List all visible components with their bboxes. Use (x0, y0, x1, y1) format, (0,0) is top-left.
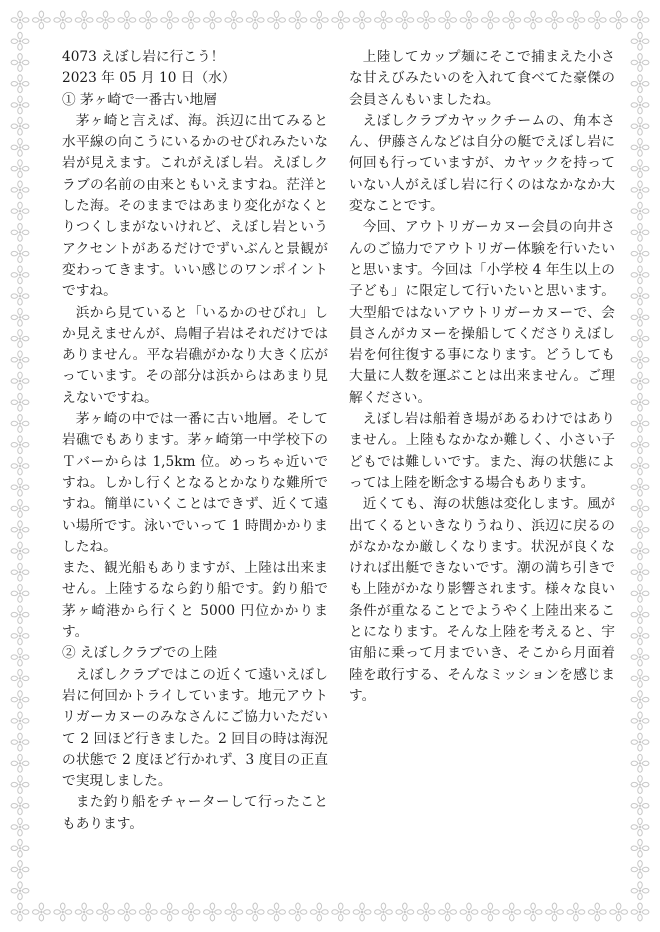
cross-bud-ornament-icon (11, 754, 29, 772)
cross-bud-ornament-icon (332, 11, 350, 29)
cross-bud-ornament-icon (545, 903, 563, 921)
cross-bud-ornament-icon (11, 138, 29, 156)
cross-bud-ornament-icon (631, 818, 649, 836)
cross-bud-ornament-icon (524, 11, 542, 29)
cross-bud-ornament-icon (631, 457, 649, 475)
cross-bud-ornament-icon (268, 903, 286, 921)
cross-bud-ornament-icon (396, 11, 414, 29)
cross-bud-ornament-icon (631, 733, 649, 751)
cross-bud-ornament-icon (631, 436, 649, 454)
cross-bud-ornament-icon (11, 117, 29, 135)
cross-bud-ornament-icon (11, 542, 29, 560)
cross-bud-ornament-icon (289, 11, 307, 29)
cross-bud-ornament-icon (631, 117, 649, 135)
cross-bud-ornament-icon (631, 478, 649, 496)
cross-bud-ornament-icon (11, 393, 29, 411)
cross-bud-ornament-icon (353, 11, 371, 29)
cross-bud-ornament-icon (11, 712, 29, 730)
cross-bud-ornament-icon (503, 903, 521, 921)
cross-bud-ornament-icon (11, 372, 29, 390)
cross-bud-ornament-icon (11, 202, 29, 220)
cross-bud-ornament-icon (11, 478, 29, 496)
cross-bud-ornament-icon (460, 903, 478, 921)
paragraph: 上陸してカップ麺にそこで捕まえた小さな甘えびみたいのを入れて食べてた豪傑の会員さんもいましたね。 (349, 49, 615, 108)
cross-bud-ornament-icon (11, 32, 29, 50)
cross-bud-ornament-icon (631, 669, 649, 687)
section-heading-2: ② えぼしクラブでの上陸 (62, 645, 218, 662)
cross-bud-ornament-icon (11, 53, 29, 71)
cross-bud-ornament-icon (11, 181, 29, 199)
paragraph: 浜から見ていると「いるかのせびれ」しか見えませんが、烏帽子岩はそれだけではありません。平な岩礁がかなり大きく広がっています。その部分は浜からはあまり見えないですね。 (62, 304, 328, 406)
cross-bud-ornament-icon (631, 754, 649, 772)
cross-bud-ornament-icon (631, 160, 649, 178)
cross-bud-ornament-icon (11, 266, 29, 284)
cross-bud-ornament-icon (11, 797, 29, 815)
cross-bud-ornament-icon (246, 11, 264, 29)
cross-bud-ornament-icon (11, 648, 29, 666)
cross-bud-ornament-icon (631, 839, 649, 857)
cross-bud-ornament-icon (588, 903, 606, 921)
cross-bud-ornament-icon (567, 903, 585, 921)
cross-bud-ornament-icon (32, 903, 50, 921)
cross-bud-ornament-icon (203, 11, 221, 29)
cross-bud-ornament-icon (374, 11, 392, 29)
cross-bud-ornament-icon (610, 903, 628, 921)
document-title: 4073 えぼし岩に行こう！ (62, 49, 225, 65)
cross-bud-ornament-icon (97, 11, 115, 29)
cross-bud-ornament-icon (11, 457, 29, 475)
cross-bud-ornament-icon (631, 393, 649, 411)
cross-bud-ornament-icon (631, 351, 649, 369)
cross-bud-ornament-icon (396, 903, 414, 921)
cross-bud-ornament-icon (545, 11, 563, 29)
paragraph: えぼしクラブカヤックチームの、角本さん、伊藤さんなどは自分の艇でえぼし岩に何回も行っていますが、カヤックを持っていない人がえぼし岩に行くのはなかなか大変なことです。 (349, 112, 615, 215)
cross-bud-ornament-icon (631, 903, 649, 921)
cross-bud-ornament-icon (353, 903, 371, 921)
cross-bud-ornament-icon (481, 903, 499, 921)
cross-bud-ornament-icon (631, 499, 649, 517)
cross-bud-ornament-icon (11, 223, 29, 241)
cross-bud-ornament-icon (567, 11, 585, 29)
cross-bud-ornament-icon (11, 415, 29, 433)
cross-bud-ornament-icon (631, 308, 649, 326)
cross-bud-ornament-icon (631, 245, 649, 263)
paragraph: また釣り船をチャーターして行ったこともあります。 (62, 794, 328, 832)
cross-bud-ornament-icon (374, 903, 392, 921)
cross-bud-ornament-icon (439, 11, 457, 29)
cross-bud-ornament-icon (11, 839, 29, 857)
cross-bud-ornament-icon (631, 75, 649, 93)
cross-bud-ornament-icon (631, 563, 649, 581)
cross-bud-ornament-icon (631, 627, 649, 645)
cross-bud-ornament-icon (631, 96, 649, 114)
cross-bud-ornament-icon (32, 11, 50, 29)
cross-bud-ornament-icon (11, 436, 29, 454)
cross-bud-ornament-icon (11, 75, 29, 93)
column-right (349, 47, 615, 707)
cross-bud-ornament-icon (332, 903, 350, 921)
cross-bud-ornament-icon (118, 11, 136, 29)
cross-bud-ornament-icon (182, 11, 200, 29)
cross-bud-ornament-icon (631, 11, 649, 29)
cross-bud-ornament-icon (161, 11, 179, 29)
cross-bud-ornament-icon (631, 181, 649, 199)
cross-bud-ornament-icon (75, 11, 93, 29)
cross-bud-ornament-icon (11, 521, 29, 539)
cross-bud-ornament-icon (139, 11, 157, 29)
cross-bud-ornament-icon (11, 287, 29, 305)
cross-bud-ornament-icon (310, 903, 328, 921)
cross-bud-ornament-icon (225, 903, 243, 921)
cross-bud-ornament-icon (524, 903, 542, 921)
cross-bud-ornament-icon (631, 691, 649, 709)
cross-bud-ornament-icon (310, 11, 328, 29)
cross-bud-ornament-icon (11, 96, 29, 114)
paragraph: えぼしクラブではこの近くて遠いえぼし岩に何回かトライしています。地元アウトリガーカヌーのみなさんにご協力いただいて 2 回ほど行きました。2 回目の時は海況の状態で 2 度ほど行かれず、3 度目の正直で実現しました。 (62, 666, 328, 790)
cross-bud-ornament-icon (631, 287, 649, 305)
cross-bud-ornament-icon (631, 584, 649, 602)
cross-bud-ornament-icon (11, 160, 29, 178)
cross-bud-ornament-icon (11, 11, 29, 29)
cross-bud-ornament-icon (203, 903, 221, 921)
cross-bud-ornament-icon (11, 733, 29, 751)
paragraph: 茅ヶ崎の中では一番に古い地層。そして岩礁でもあります。茅ヶ崎第一中学校下のＴバーからは 1,5km 位。めっちゃ近いですね。しかし行くとなるとかなりな難所ですね。簡単にいくことはできず、近くて遠い場所です。泳いでいって 1 時間かかりましたね。 (62, 411, 328, 555)
cross-bud-ornament-icon (161, 903, 179, 921)
cross-bud-ornament-icon (11, 606, 29, 624)
column-left (62, 47, 328, 835)
cross-bud-ornament-icon (11, 499, 29, 517)
cross-bud-ornament-icon (289, 903, 307, 921)
cross-bud-ornament-icon (631, 330, 649, 348)
cross-bud-ornament-icon (631, 797, 649, 815)
cross-bud-ornament-icon (631, 882, 649, 900)
cross-bud-ornament-icon (182, 903, 200, 921)
cross-bud-ornament-icon (11, 627, 29, 645)
cross-bud-ornament-icon (439, 903, 457, 921)
cross-bud-ornament-icon (11, 818, 29, 836)
cross-bud-ornament-icon (11, 903, 29, 921)
paragraph: また、観光船もありますが、上陸は出来ません。上陸するなら釣り船です。釣り船で茅ヶ崎港から行くと 5000 円位かかります。 (62, 560, 328, 641)
cross-bud-ornament-icon (631, 606, 649, 624)
cross-bud-ornament-icon (11, 330, 29, 348)
paragraph: えぼし岩は船着き場があるわけではありません。上陸もなかなか難しく、小さい子どもでは難しいです。また、海の状態によっては上陸を断念する場合もあります。 (349, 411, 615, 491)
cross-bud-ornament-icon (97, 903, 115, 921)
cross-bud-ornament-icon (631, 53, 649, 71)
cross-bud-ornament-icon (503, 11, 521, 29)
cross-bud-ornament-icon (631, 32, 649, 50)
cross-bud-ornament-icon (631, 521, 649, 539)
cross-bud-ornament-icon (268, 11, 286, 29)
document-date: 2023 年 05 月 10 日（水） (62, 70, 236, 87)
cross-bud-ornament-icon (139, 903, 157, 921)
cross-bud-ornament-icon (631, 712, 649, 730)
cross-bud-ornament-icon (631, 372, 649, 390)
section-heading-1: ① 茅ヶ崎で一番古い地層 (62, 91, 217, 108)
cross-bud-ornament-icon (460, 11, 478, 29)
cross-bud-ornament-icon (417, 903, 435, 921)
cross-bud-ornament-icon (631, 223, 649, 241)
cross-bud-ornament-icon (11, 691, 29, 709)
cross-bud-ornament-icon (118, 903, 136, 921)
cross-bud-ornament-icon (75, 903, 93, 921)
cross-bud-ornament-icon (11, 776, 29, 794)
cross-bud-ornament-icon (631, 542, 649, 560)
cross-bud-ornament-icon (631, 138, 649, 156)
cross-bud-ornament-icon (631, 415, 649, 433)
cross-bud-ornament-icon (11, 308, 29, 326)
cross-bud-ornament-icon (11, 861, 29, 879)
paragraph: 近くても、海の状態は変化します。風が出てくるといきなりうねり、浜辺に戻るのがなかなか厳しくなります。状況が良くなければ出艇できないです。潮の満ち引きでも上陸がかなり影響されます。様々な良い条件が重なることでようやく上陸出来ることになります。そんな上陸を考えると、宇宙船に乗って月までいき、そこから月面着陸を敢行する、そんなミッションを感じます。 (349, 496, 615, 704)
cross-bud-ornament-icon (11, 584, 29, 602)
cross-bud-ornament-icon (631, 776, 649, 794)
paragraph: 今回、アウトリガーカヌー会員の向井さんのご協力でアウトリガー体験を行いたいと思います。今回は「小学校 4 年生以上の子ども」に限定して行いたいと思います。大型船ではないアウトリガーカヌーで、会員さんがカヌーを操船してくださりえぼし岩を何往復する事になります。どうしても大量に人数を運ぶことは出来ません。ご理解ください。 (349, 219, 615, 406)
cross-bud-ornament-icon (631, 861, 649, 879)
cross-bud-ornament-icon (11, 245, 29, 263)
cross-bud-ornament-icon (11, 669, 29, 687)
cross-bud-ornament-icon (54, 11, 72, 29)
cross-bud-ornament-icon (417, 11, 435, 29)
cross-bud-ornament-icon (11, 351, 29, 369)
cross-bud-ornament-icon (246, 903, 264, 921)
cross-bud-ornament-icon (588, 11, 606, 29)
cross-bud-ornament-icon (11, 882, 29, 900)
cross-bud-ornament-icon (610, 11, 628, 29)
cross-bud-ornament-icon (225, 11, 243, 29)
paragraph: 茅ヶ崎と言えば、海。浜辺に出てみると水平線の向こうにいるかのせびれみたいな岩が見えます。これがえぼし岩。えぼしクラブの名前の由来ともいえますね。茫洋とした海。そのままではあまり変化がなくとりつくしまがないけれど、えぼし岩というアクセントがあるだけでずいぶんと景観が変わってきます。いい感じのワンポイントですね。 (62, 112, 328, 300)
cross-bud-ornament-icon (481, 11, 499, 29)
cross-bud-ornament-icon (631, 266, 649, 284)
cross-bud-ornament-icon (631, 202, 649, 220)
cross-bud-ornament-icon (11, 563, 29, 581)
cross-bud-ornament-icon (54, 903, 72, 921)
cross-bud-ornament-icon (631, 648, 649, 666)
